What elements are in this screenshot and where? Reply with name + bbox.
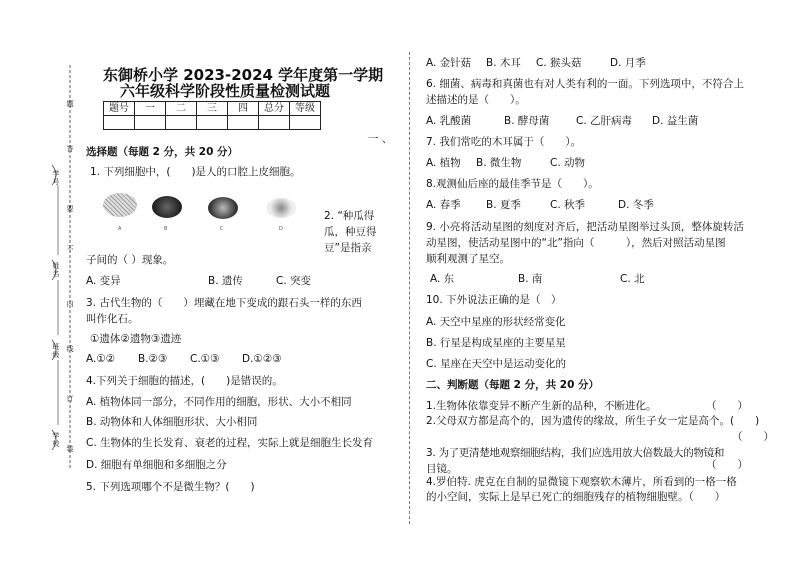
student-name-label: 姓名 xyxy=(52,262,60,278)
question-7: 7. 我们常吃的木耳属于（ ）。 xyxy=(426,136,582,148)
option[interactable]: B.②③ xyxy=(138,353,168,365)
image-caption: A xyxy=(118,226,122,232)
question-2-line: 子间的（ ）现象。 xyxy=(86,254,174,266)
question-2-line: 瓜，种豆得 xyxy=(324,226,377,238)
section-1-heading: 选择题（每题 2 分，共 20 分） xyxy=(86,146,239,158)
image-caption: B xyxy=(164,226,168,232)
binding-line-char: 线 xyxy=(66,345,74,353)
option[interactable]: B. 木耳 xyxy=(486,57,521,69)
judgment-answer-paren[interactable]: （ ） xyxy=(732,431,774,443)
score-cell[interactable] xyxy=(259,116,290,130)
option[interactable]: C. 猴头菇 xyxy=(536,57,582,69)
judgment-1: 1.生物体依靠变异不断产生新的品种，不断进化。 xyxy=(426,400,657,412)
option[interactable]: A. 东 xyxy=(430,273,455,285)
option[interactable]: A. 变异 xyxy=(86,275,121,287)
option[interactable]: C. 生物体的生长发育、衰老的过程，实际上就是细胞生长发育 xyxy=(86,437,374,449)
question-3: 叫作化石。 xyxy=(86,313,139,325)
option[interactable]: D. 细胞有单细胞和多细胞之分 xyxy=(86,459,227,471)
option[interactable]: B. 夏季 xyxy=(486,199,521,211)
judgment-answer-paren[interactable]: （ ） xyxy=(706,400,748,412)
option[interactable]: C. 乙肝病毒 xyxy=(576,115,633,127)
score-cell[interactable] xyxy=(166,116,197,130)
option[interactable]: A. 植物 xyxy=(426,157,461,169)
judgment-3: 3. 为了更清楚地观察细胞结构，我们应选用放大倍数最大的物镜和 xyxy=(426,447,725,459)
binding-line-char: 答 xyxy=(66,145,74,153)
image-caption: C xyxy=(220,226,224,232)
option[interactable]: C. 秋季 xyxy=(550,199,586,211)
option[interactable]: C. 突变 xyxy=(276,275,312,287)
section-2-heading: 二、判断题（每题 2 分，共 20 分） xyxy=(426,379,600,391)
option[interactable]: B. 微生物 xyxy=(476,157,522,169)
score-header: 四 xyxy=(228,102,259,116)
option[interactable]: D.①②③ xyxy=(242,353,282,365)
option[interactable]: B. 遗传 xyxy=(208,275,243,287)
score-header: 总分 xyxy=(259,102,290,116)
option[interactable]: A. 春季 xyxy=(426,199,461,211)
judgment-4: 的小空间，实际上是早已死亡的细胞残存的植物细胞壁。（ ） xyxy=(426,491,726,503)
score-cell[interactable] xyxy=(135,116,166,130)
section-marker: 一 、 xyxy=(368,133,393,145)
question-2-line: 2. “种瓜得 xyxy=(324,210,375,222)
score-cell[interactable] xyxy=(228,116,259,130)
option[interactable]: C.①③ xyxy=(190,353,220,365)
cell-image-d xyxy=(266,198,296,218)
score-cell[interactable] xyxy=(290,116,321,130)
option[interactable]: A. 乳酸菌 xyxy=(426,115,472,127)
binding-line-char: 题 xyxy=(66,100,74,108)
option[interactable]: B. 南 xyxy=(518,273,543,285)
student-number-label: 学号 xyxy=(52,170,60,186)
score-header: 一 xyxy=(135,102,166,116)
column-divider xyxy=(409,52,410,524)
question-9: 动星图，使活动星图中的“北”指向（ ），然后对照活动星图 xyxy=(426,237,726,249)
judgment-2: 2.父母双方都是高个的，因为遗传的缘故，所生子女一定是高个。( ) xyxy=(426,415,760,427)
page-title: 东御桥小学 2023-2024 学年度第一学期 xyxy=(103,66,384,84)
score-cell[interactable] xyxy=(104,116,135,130)
judgment-answer-paren[interactable]: （ ） xyxy=(706,459,748,471)
score-cell[interactable] xyxy=(197,116,228,130)
binding-line-char: 内 xyxy=(66,300,74,308)
option[interactable]: D. 冬季 xyxy=(618,199,654,211)
question-6: 6. 细菌、病毒和真菌也有对人类有利的一面。下列选项中，不符合上 xyxy=(426,78,744,90)
option[interactable]: A. 金针菇 xyxy=(426,57,472,69)
judgment-3: 目镜。 xyxy=(426,463,458,475)
binding-line-char: 订 xyxy=(66,395,74,403)
question-10: 10. 下外说法正确的是（ ） xyxy=(426,294,562,306)
image-caption: D xyxy=(279,226,283,232)
question-4: 4.下列关于细胞的描述，( )是错误的。 xyxy=(86,375,283,387)
binding-margin-lines xyxy=(0,0,90,561)
option[interactable]: B. 动物体和人体细胞形状、大小相同 xyxy=(86,416,258,428)
cell-image-a xyxy=(103,193,137,217)
binding-line-char: 不 xyxy=(66,245,74,253)
question-9: 顺利观测了星空。 xyxy=(426,253,510,265)
cell-image-b xyxy=(152,196,182,218)
score-table xyxy=(103,101,321,130)
cell-image-c xyxy=(208,197,238,219)
option[interactable]: A. 天空中星座的形状经常变化 xyxy=(426,316,566,328)
option[interactable]: A.①② xyxy=(86,353,116,365)
question-5: 5. 下列选项哪个不是微生物？( ) xyxy=(86,481,255,493)
score-header: 二 xyxy=(166,102,197,116)
question-3-items: ①遗体②遗物③遗迹 xyxy=(90,333,182,345)
binding-line-char: 装 xyxy=(66,445,74,453)
judgment-4: 4.罗伯特. 虎克在自制的显微镜下观察软木薄片，所看到的一格一格 xyxy=(426,476,737,488)
option[interactable]: B. 酵母菌 xyxy=(504,115,550,127)
option[interactable]: B. 行星是构成星座的主要星星 xyxy=(426,337,566,349)
score-header: 等级 xyxy=(290,102,321,116)
score-header: 题号 xyxy=(104,102,135,116)
question-3: 3. 古代生物的（ ）埋藏在地下变成的跟石头一样的东西 xyxy=(86,297,362,309)
option[interactable]: C. 北 xyxy=(620,273,645,285)
question-9: 9. 小亮将活动星图的刻度对齐后，把活动星图举过头顶，整体旋转活 xyxy=(426,221,744,233)
option[interactable]: D. 月季 xyxy=(610,57,646,69)
option[interactable]: D. 益生菌 xyxy=(652,115,699,127)
question-2-line: 豆”是指亲 xyxy=(324,242,372,254)
score-header: 三 xyxy=(197,102,228,116)
option[interactable]: A. 植物体同一部分，不同作用的细胞，形状、大小不相同 xyxy=(86,396,352,408)
option[interactable]: C. 星座在天空中是运动变化的 xyxy=(426,358,567,370)
class-label: 班级 xyxy=(52,343,60,359)
question-8: 8.观测仙后座的最佳季节是（ ）。 xyxy=(426,178,599,190)
binding-line-char: 要 xyxy=(66,205,74,213)
school-label: 学校 xyxy=(52,432,60,448)
question-1: 1. 下列细胞中，( )是人的口腔上皮细胞。 xyxy=(90,166,301,178)
option[interactable]: C. 动物 xyxy=(550,157,586,169)
page-subtitle: 六年级科学阶段性质量检测试题 xyxy=(120,82,331,100)
question-6: 述描述的是（ ）。 xyxy=(426,94,526,106)
